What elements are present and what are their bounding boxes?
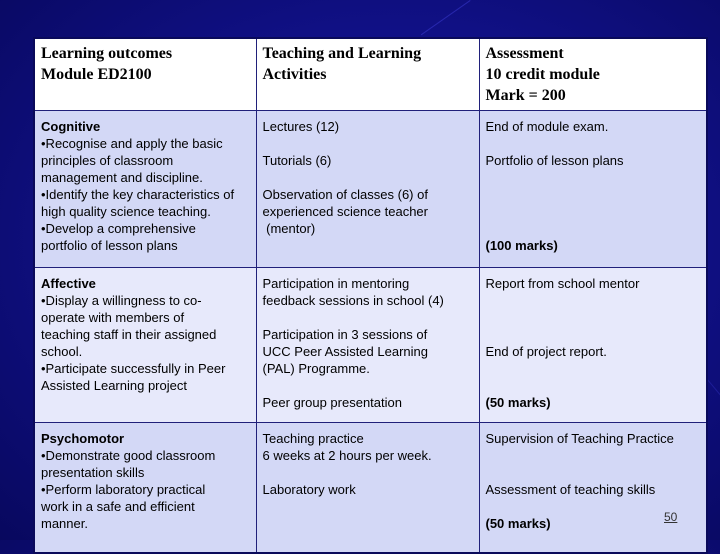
assessment-line: Supervision of Teaching Practice xyxy=(485,431,674,446)
outcome-line: principles of classroom xyxy=(41,153,174,168)
outcome-line: •Perform laboratory practical xyxy=(41,482,206,497)
outcome-line: operate with members of xyxy=(41,310,185,325)
activity-line: Observation of classes (6) of xyxy=(262,187,428,202)
activity-line: Participation in 3 sessions of xyxy=(262,327,428,342)
outcomes-cell xyxy=(34,268,256,423)
outcome-line: management and discipline. xyxy=(41,170,203,185)
domain-title: Cognitive xyxy=(41,119,101,134)
activity-line: (PAL) Programme. xyxy=(262,361,370,376)
table-row-cognitive xyxy=(34,111,707,268)
activity-line: experienced science teacher xyxy=(262,204,428,219)
outcome-line: •Develop a comprehensive xyxy=(41,221,196,236)
activities-cell xyxy=(256,111,479,268)
outcome-line: manner. xyxy=(41,516,88,531)
assessment-line: End of module exam. xyxy=(485,119,609,134)
assessment-line: Report from school mentor xyxy=(485,276,640,291)
outcome-line: work in a safe and efficient xyxy=(41,499,195,514)
table-header-row xyxy=(34,38,707,111)
assessment-line: Assessment of teaching skills xyxy=(485,482,656,497)
activity-line: Lectures (12) xyxy=(262,119,340,134)
header-assessment xyxy=(479,38,707,111)
header-text: 10 credit module xyxy=(485,66,600,83)
activity-line: 6 weeks at 2 hours per week. xyxy=(262,448,432,463)
activities-cell xyxy=(256,423,479,554)
header-text: Activities xyxy=(262,66,327,83)
outcome-line: presentation skills xyxy=(41,465,145,480)
table-row-psychomotor xyxy=(34,423,707,554)
outcome-line: •Recognise and apply the basic xyxy=(41,136,223,151)
header-text: Mark = 200 xyxy=(485,87,566,104)
outcome-line: Assisted Learning project xyxy=(41,378,187,393)
activity-line: Laboratory work xyxy=(262,482,356,497)
header-text: Learning outcomes xyxy=(41,45,173,62)
header-teaching-activities xyxy=(256,38,479,111)
activity-line: Teaching practice xyxy=(262,431,364,446)
outcome-line: •Identify the key characteristics of xyxy=(41,187,235,202)
header-text: Module ED2100 xyxy=(41,66,152,83)
header-text: Teaching and Learning xyxy=(262,45,422,62)
page-number: 50 xyxy=(664,510,678,524)
activities-cell xyxy=(256,268,479,423)
assessment-cell xyxy=(479,423,707,554)
outcomes-cell xyxy=(34,111,256,268)
marks-label: (50 marks) xyxy=(485,395,551,410)
outcome-line: school. xyxy=(41,344,83,359)
header-text: Assessment xyxy=(485,45,564,62)
decorative-line xyxy=(421,0,471,35)
assessment-line: Portfolio of lesson plans xyxy=(485,153,624,168)
activity-line: Peer group presentation xyxy=(262,395,402,410)
assessment-cell xyxy=(479,111,707,268)
outcome-line: •Participate successfully in Peer xyxy=(41,361,226,376)
outcome-line: •Display a willingness to co- xyxy=(41,293,202,308)
outcome-line: •Demonstrate good classroom xyxy=(41,448,216,463)
outcome-line: high quality science teaching. xyxy=(41,204,211,219)
table-row-affective xyxy=(34,268,707,423)
domain-title: Psychomotor xyxy=(41,431,125,446)
activity-line: Participation in mentoring xyxy=(262,276,410,291)
activity-line: UCC Peer Assisted Learning xyxy=(262,344,428,359)
domain-title: Affective xyxy=(41,276,96,291)
outcome-line: portfolio of lesson plans xyxy=(41,238,178,253)
assessment-cell xyxy=(479,268,707,423)
activity-line: feedback sessions in school (4) xyxy=(262,293,444,308)
activity-line: Tutorials (6) xyxy=(262,153,332,168)
outcome-line: teaching staff in their assigned xyxy=(41,327,217,342)
marks-label: (100 marks) xyxy=(485,238,558,253)
assessment-line: End of project report. xyxy=(485,344,607,359)
activity-line: (mentor) xyxy=(262,221,316,236)
header-learning-outcomes xyxy=(34,38,256,111)
module-table xyxy=(33,37,708,554)
outcomes-cell xyxy=(34,423,256,554)
marks-label: (50 marks) xyxy=(485,516,551,531)
